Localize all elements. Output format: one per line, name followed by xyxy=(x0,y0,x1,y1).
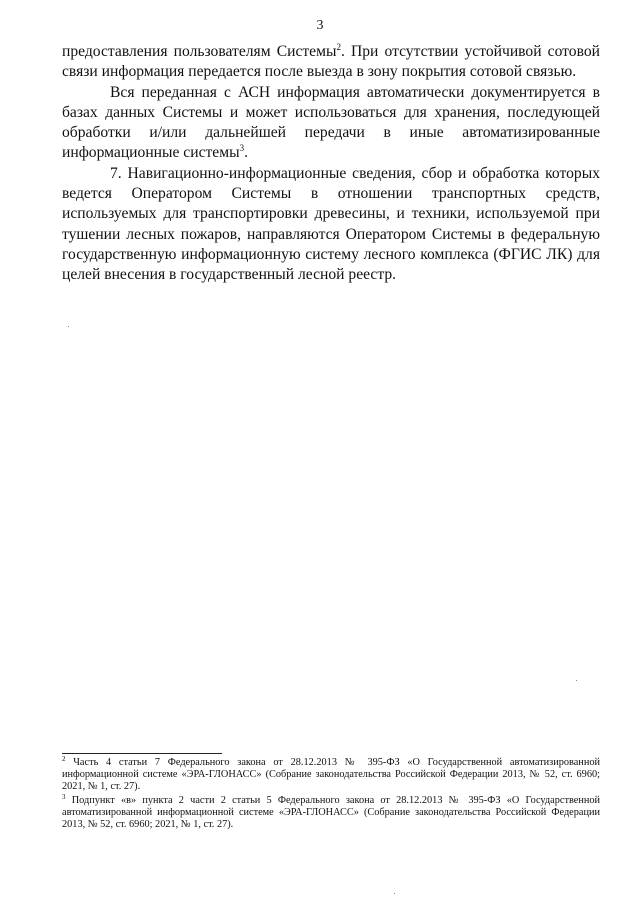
paragraph-asn-data xyxy=(62,83,600,164)
scan-speck xyxy=(68,326,69,327)
paragraph-text: . xyxy=(244,144,248,162)
scan-speck xyxy=(576,680,577,681)
paragraph-text: Вся переданная с АСН информация автоматически документируется в базах данных Системы и может использоваться для хранения, последующей обработки и/или дальнейшей передачи в иные автоматизированные информационные системы xyxy=(62,83,600,162)
footnote-ref-2[interactable]: 2 xyxy=(336,42,341,52)
footnote-3 xyxy=(62,792,600,832)
main-text xyxy=(62,42,600,286)
footnote-mark: 2 xyxy=(62,755,66,763)
scan-speck xyxy=(394,893,395,894)
paragraph-item-7 xyxy=(62,164,600,286)
paragraph-text: 7. Навигационно-информационные сведения, сбор и обработка которых ведется Оператором Системы в отношении транспортных средств, используемых для транспортировки древесины, и техники, используемой при тушении лесных пожаров, направляются Оператором Системы в федеральную государственную информационную систему лесного комплекса (ФГИС ЛК) для целей внесения в государственный лесной реестр. xyxy=(62,164,600,284)
footnote-text: Часть 4 статьи 7 Федерального закона от 28.12.2013 № 395-ФЗ «О Государственной автоматизированной информационной системе «ЭРА-ГЛОНАСС» (Собрание законодательства Российской Федерации 2013, № 52, ст. 6960; 2021, № 1, ст. 27). xyxy=(62,757,600,793)
footnote-separator xyxy=(62,753,222,754)
footnote-mark: 3 xyxy=(62,792,66,801)
page-number: 3 xyxy=(316,18,324,33)
footnote-ref-3[interactable]: 3 xyxy=(239,143,245,154)
footnotes xyxy=(62,757,600,832)
paragraph-text: . При отсутствии устойчивой сотовой связи информация передается после выезда в зону покрытия сотовой связью. xyxy=(62,43,600,81)
footnote-2 xyxy=(62,757,600,794)
paragraph-continuation xyxy=(62,42,600,83)
footnote-text: Подпункт «в» пункта 2 части 2 статьи 5 Федерального закона от 28.12.2013 № 395-ФЗ «О Государственной автоматизированной информационной системе «ЭРА-ГЛОНАСС» (Собрание законодательства Российской Федерации 2013, № 52, ст. 6960; 2021, № 1, ст. 27). xyxy=(62,794,600,831)
paragraph-text: предоставления пользователям Системы xyxy=(62,43,337,60)
